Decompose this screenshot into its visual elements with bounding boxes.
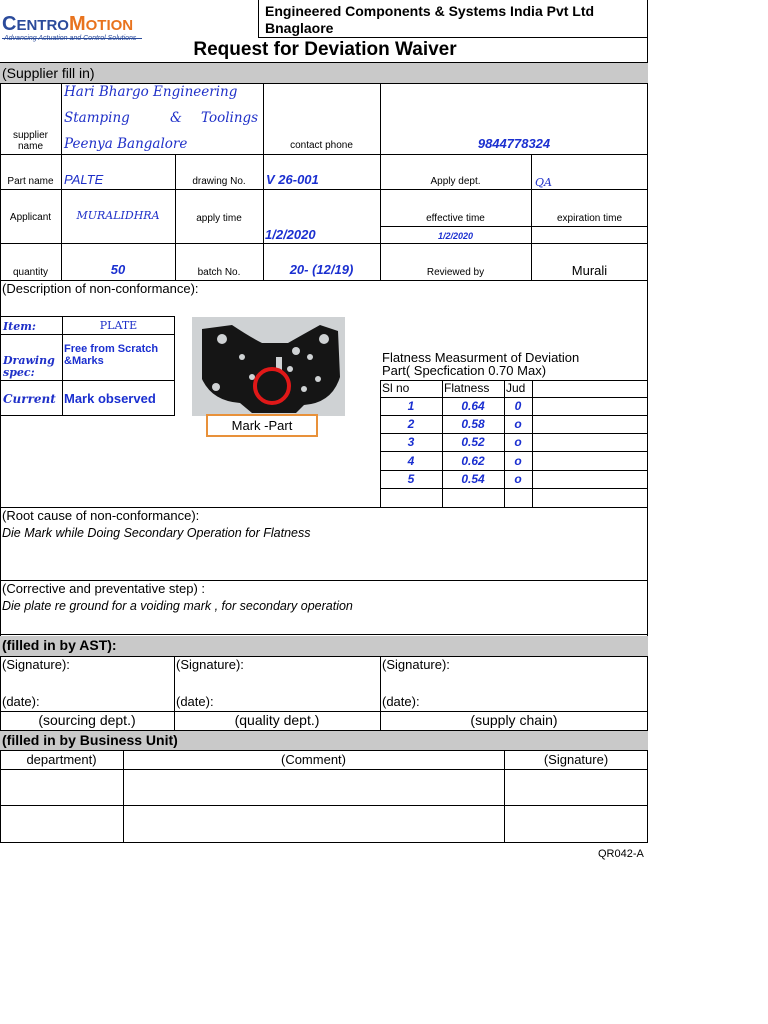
supplier-name-line2b: & — [170, 110, 183, 126]
flatness-header-flatness: Flatness — [444, 381, 490, 395]
gasket-plate-image-icon — [192, 317, 345, 416]
apply-time-value: 1/2/2020 — [265, 227, 316, 242]
batch-no-label: batch No. — [197, 267, 241, 278]
flatness-row-5-value: 0.54 — [461, 472, 485, 486]
root-cause-text: Die Mark while Doing Secondary Operation for Flatness — [2, 526, 311, 540]
flatness-row-4-sl: 4 — [407, 454, 415, 468]
flatness-row-3-jud: o — [514, 435, 522, 449]
ast-signature-sourcing: (Signature): — [2, 657, 70, 672]
flatness-title: Flatness Measurment of Deviation — [382, 350, 580, 365]
batch-no-value: 20- (12/19) — [289, 262, 354, 277]
current-label: Current — [3, 392, 56, 406]
ast-signature-quality: (Signature): — [176, 657, 244, 672]
contact-phone-value: 9844778324 — [477, 136, 551, 151]
ast-date-sourcing: (date): — [2, 694, 40, 709]
corrective-heading: (Corrective and preventative step) : — [2, 581, 206, 596]
root-cause-heading: (Root cause of non-conformance): — [2, 508, 200, 523]
company-city: Bnaglaore — [265, 20, 334, 36]
applicant-label: Applicant — [9, 212, 52, 223]
ast-dept-sourcing: (sourcing dept.) — [38, 712, 136, 728]
flatness-row-4-value: 0.62 — [461, 454, 485, 468]
flatness-row-2-value: 0.58 — [461, 417, 485, 431]
drawing-no-value: V 26-001 — [266, 172, 319, 187]
bu-col-department: department) — [26, 752, 97, 767]
drawing-spec-label-2: spec: — [3, 366, 35, 379]
drawing-spec-label: Drawing — [3, 354, 55, 367]
drawing-no-label: drawing No. — [192, 176, 246, 187]
ast-dept-quality: (quality dept.) — [234, 712, 320, 728]
flatness-row-5-sl: 5 — [407, 472, 415, 486]
form-code: QR042-A — [598, 848, 644, 860]
ast-dept-supply: (supply chain) — [470, 712, 558, 728]
drawing-spec-value: Free from Scratch — [64, 343, 159, 355]
flatness-row-1-sl: 1 — [407, 399, 415, 413]
supplier-name-line1: Hari Bhargo Engineering — [64, 84, 238, 100]
photo-caption-box — [206, 414, 318, 437]
flatness-row-1-value: 0.64 — [461, 399, 485, 413]
drawing-spec-value-2: &Marks — [64, 355, 104, 367]
bu-col-signature: (Signature) — [543, 752, 609, 767]
flatness-row-5-jud: o — [514, 472, 522, 486]
item-value: PLATE — [99, 319, 138, 332]
effective-time-value: 1/2/2020 — [437, 231, 474, 241]
reviewed-by-value: Murali — [571, 263, 608, 278]
bu-col-comment: (Comment) — [280, 752, 346, 767]
page-title: Request for Deviation Waiver — [193, 39, 457, 60]
ast-heading: (filled in by AST): — [2, 637, 117, 653]
part-name-value: PALTE — [64, 172, 104, 187]
ast-signature-supply: (Signature): — [382, 657, 450, 672]
business-unit-heading: (filled in by Business Unit) — [2, 732, 178, 748]
flatness-header-jud: Jud — [506, 381, 526, 395]
flatness-row-2-jud: o — [514, 417, 522, 431]
applicant-value: MURALIDHRA — [76, 209, 160, 222]
effective-time-label: effective time — [426, 213, 485, 224]
apply-dept-value: QA — [535, 176, 552, 189]
ast-date-supply: (date): — [382, 694, 420, 709]
item-label: Item: — [3, 320, 36, 333]
apply-time-label: apply time — [196, 213, 242, 224]
part-photo — [192, 317, 345, 416]
flatness-header-slno: Sl no — [382, 381, 410, 395]
company-name: Engineered Components & Systems India Pvt Ltd — [265, 3, 595, 19]
current-value: Mark observed — [64, 391, 156, 406]
nonconformance-heading: (Description of non-conformance): — [2, 281, 199, 296]
supplier-name-label-2: name — [17, 141, 43, 152]
supplier-name-line2a: Stamping — [64, 110, 130, 126]
supplier-name-line2c: Toolings — [201, 110, 259, 126]
flatness-row-2-sl: 2 — [407, 417, 415, 431]
photo-caption: Mark -Part — [231, 418, 293, 433]
contact-phone-label: contact phone — [290, 140, 353, 151]
flatness-title-2: Part( Specfication 0.70 Max) — [382, 363, 547, 378]
quantity-label: quantity — [12, 267, 49, 278]
svg-text:CENTROMOTION: CENTROMOTION — [2, 13, 134, 35]
part-name-label: Part name — [7, 176, 54, 187]
corrective-text: Die plate re ground for a voiding mark , for secondary operation — [2, 599, 353, 613]
quantity-value: 50 — [110, 262, 126, 277]
item-table — [0, 316, 175, 416]
supplier-name-label: supplier — [12, 130, 49, 141]
apply-dept-label: Apply dept. — [430, 176, 481, 187]
flatness-row-4-jud: o — [514, 454, 522, 468]
supplier-name-line3: Peenya Bangalore — [64, 136, 188, 152]
flatness-row-3-sl: 3 — [407, 435, 415, 449]
reviewed-by-label: Reviewed by — [426, 267, 485, 278]
flatness-row-1-jud: 0 — [514, 399, 522, 413]
ast-date-quality: (date): — [176, 694, 214, 709]
expiration-time-label: expiration time — [556, 213, 623, 224]
supplier-section-heading: (Supplier fill in) — [2, 65, 95, 81]
flatness-row-3-value: 0.52 — [461, 435, 485, 449]
